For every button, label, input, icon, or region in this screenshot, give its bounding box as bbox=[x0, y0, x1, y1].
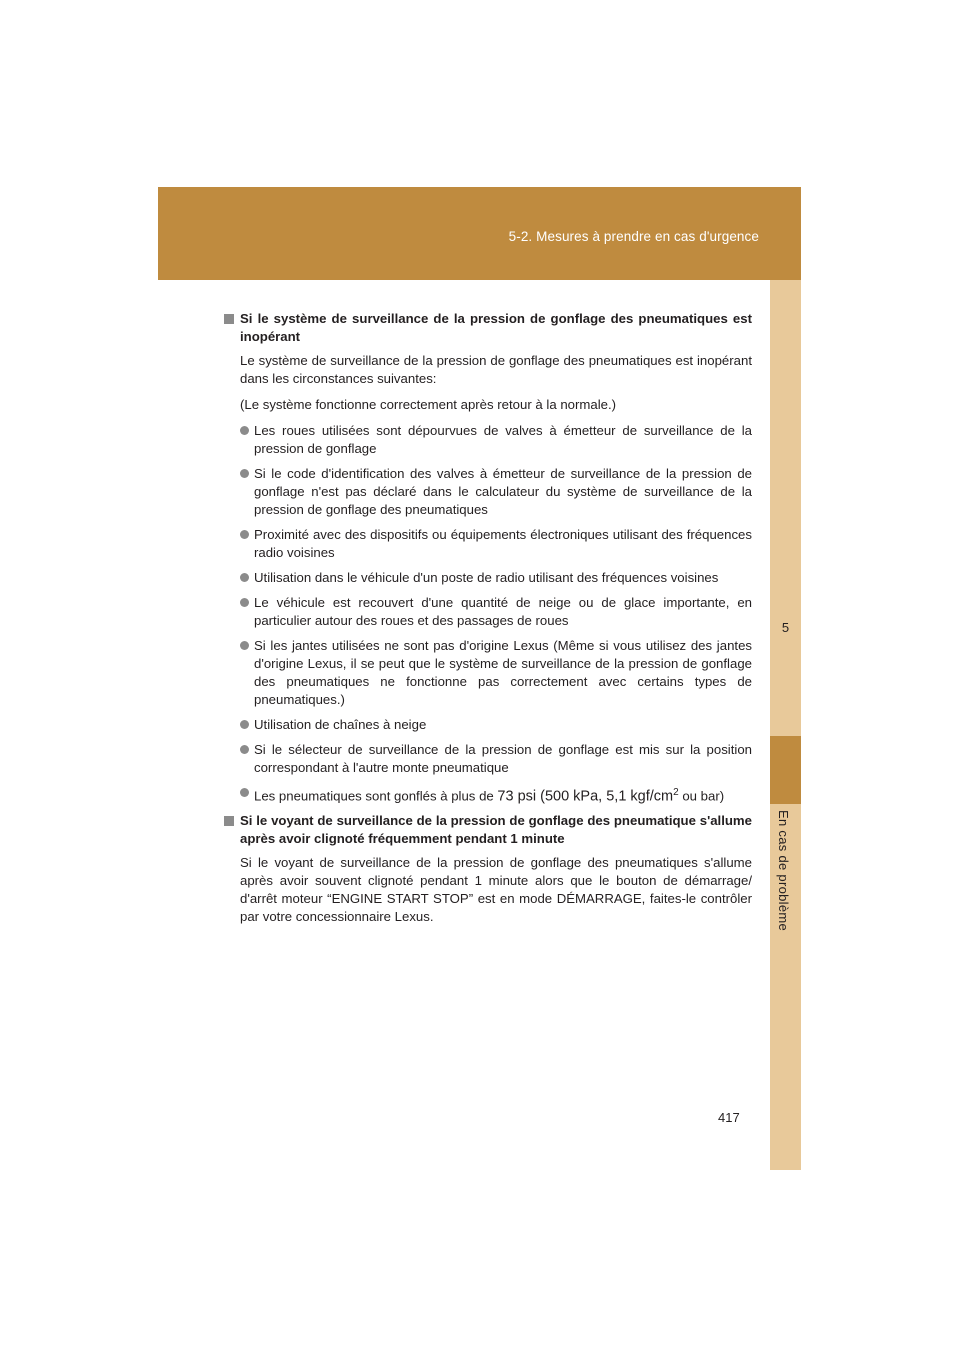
bullet-dot-icon bbox=[240, 745, 249, 754]
bullet-dot-icon bbox=[240, 720, 249, 729]
section-heading-warning-light: Si le voyant de surveillance de la pression de gonflage des pneumatique s'allume après avoir clignoté fréquemment pendant 1 minute bbox=[224, 812, 752, 848]
bullet-dot-icon bbox=[240, 469, 249, 478]
paragraph: Si le voyant de surveillance de la pression de gonflage des pneumatiques s'allume après avoir souvent clignoté pendant 1 minute alors que le bouton de démarrage/ d'arrêt moteur “ENGINE START STOP” est en mode DÉMARRAGE, faites-le contrôler par votre concessionnaire Lexus. bbox=[240, 855, 752, 925]
list-item: Si les jantes utilisées ne sont pas d'origine Lexus (Même si vous utilisez des jantes d'origine Lexus, il se peut que le système de surveillance de la pression de gonflage des pneumatiques ne fonctionne pas correctement avec certains types de pneumatiques.) bbox=[240, 637, 752, 709]
list-item: Utilisation dans le véhicule d'un poste de radio utilisant des fréquences voisines bbox=[240, 569, 752, 587]
bullet-dot-icon bbox=[240, 530, 249, 539]
bullet-dot-icon bbox=[240, 641, 249, 650]
page-content bbox=[224, 310, 752, 934]
chapter-tab bbox=[770, 736, 801, 804]
chapter-side-strip bbox=[770, 280, 801, 1170]
bullet-dot-icon bbox=[240, 788, 249, 797]
list-item: Proximité avec des dispositifs ou équipements électroniques utilisant des fréquences radio voisines bbox=[240, 526, 752, 562]
square-bullet-icon bbox=[224, 314, 234, 324]
bullet-dot-icon bbox=[240, 573, 249, 582]
chapter-number: 5 bbox=[781, 620, 790, 635]
list-item: Utilisation de chaînes à neige bbox=[240, 716, 752, 734]
page-number: 417 bbox=[718, 1110, 740, 1125]
header-band bbox=[158, 187, 801, 280]
bullet-dot-icon bbox=[240, 598, 249, 607]
section-heading-tpms-inoperative: Si le système de surveillance de la pression de gonflage des pneumatiques est inopérant bbox=[224, 310, 752, 346]
list-item: Si le code d'identification des valves à émetteur de surveillance de la pression de gonflage n'est pas déclaré dans le calculateur du système de surveillance de la pression de gonflage des pneumatiques bbox=[240, 465, 752, 519]
list-item: Les pneumatiques sont gonflés à plus de 73 psi (500 kPa, 5,1 kgf/$cm^2$ ou bar) bbox=[240, 784, 752, 805]
section-title: 5-2. Mesures à prendre en cas d'urgence bbox=[508, 229, 759, 244]
list-item: Le véhicule est recouvert d'une quantité de neige ou de glace importante, en particulier autour des roues et des passages de roues bbox=[240, 594, 752, 630]
chapter-title: En cas de problème bbox=[776, 810, 791, 932]
list-item: Si le sélecteur de surveillance de la pression de gonflage est mis sur la position correspondant à l'autre monte pneumatique bbox=[240, 741, 752, 777]
bullet-dot-icon bbox=[240, 426, 249, 435]
list-item: Les roues utilisées sont dépourvues de valves à émetteur de surveillance de la pression de gonflage bbox=[240, 422, 752, 458]
square-bullet-icon bbox=[224, 816, 234, 826]
paragraph: (Le système fonctionne correctement après retour à la normale.) bbox=[240, 397, 617, 412]
condition-list bbox=[240, 422, 752, 805]
paragraph: Le système de surveillance de la pression de gonflage des pneumatiques est inopérant dans les circonstances suivantes: bbox=[240, 353, 752, 386]
